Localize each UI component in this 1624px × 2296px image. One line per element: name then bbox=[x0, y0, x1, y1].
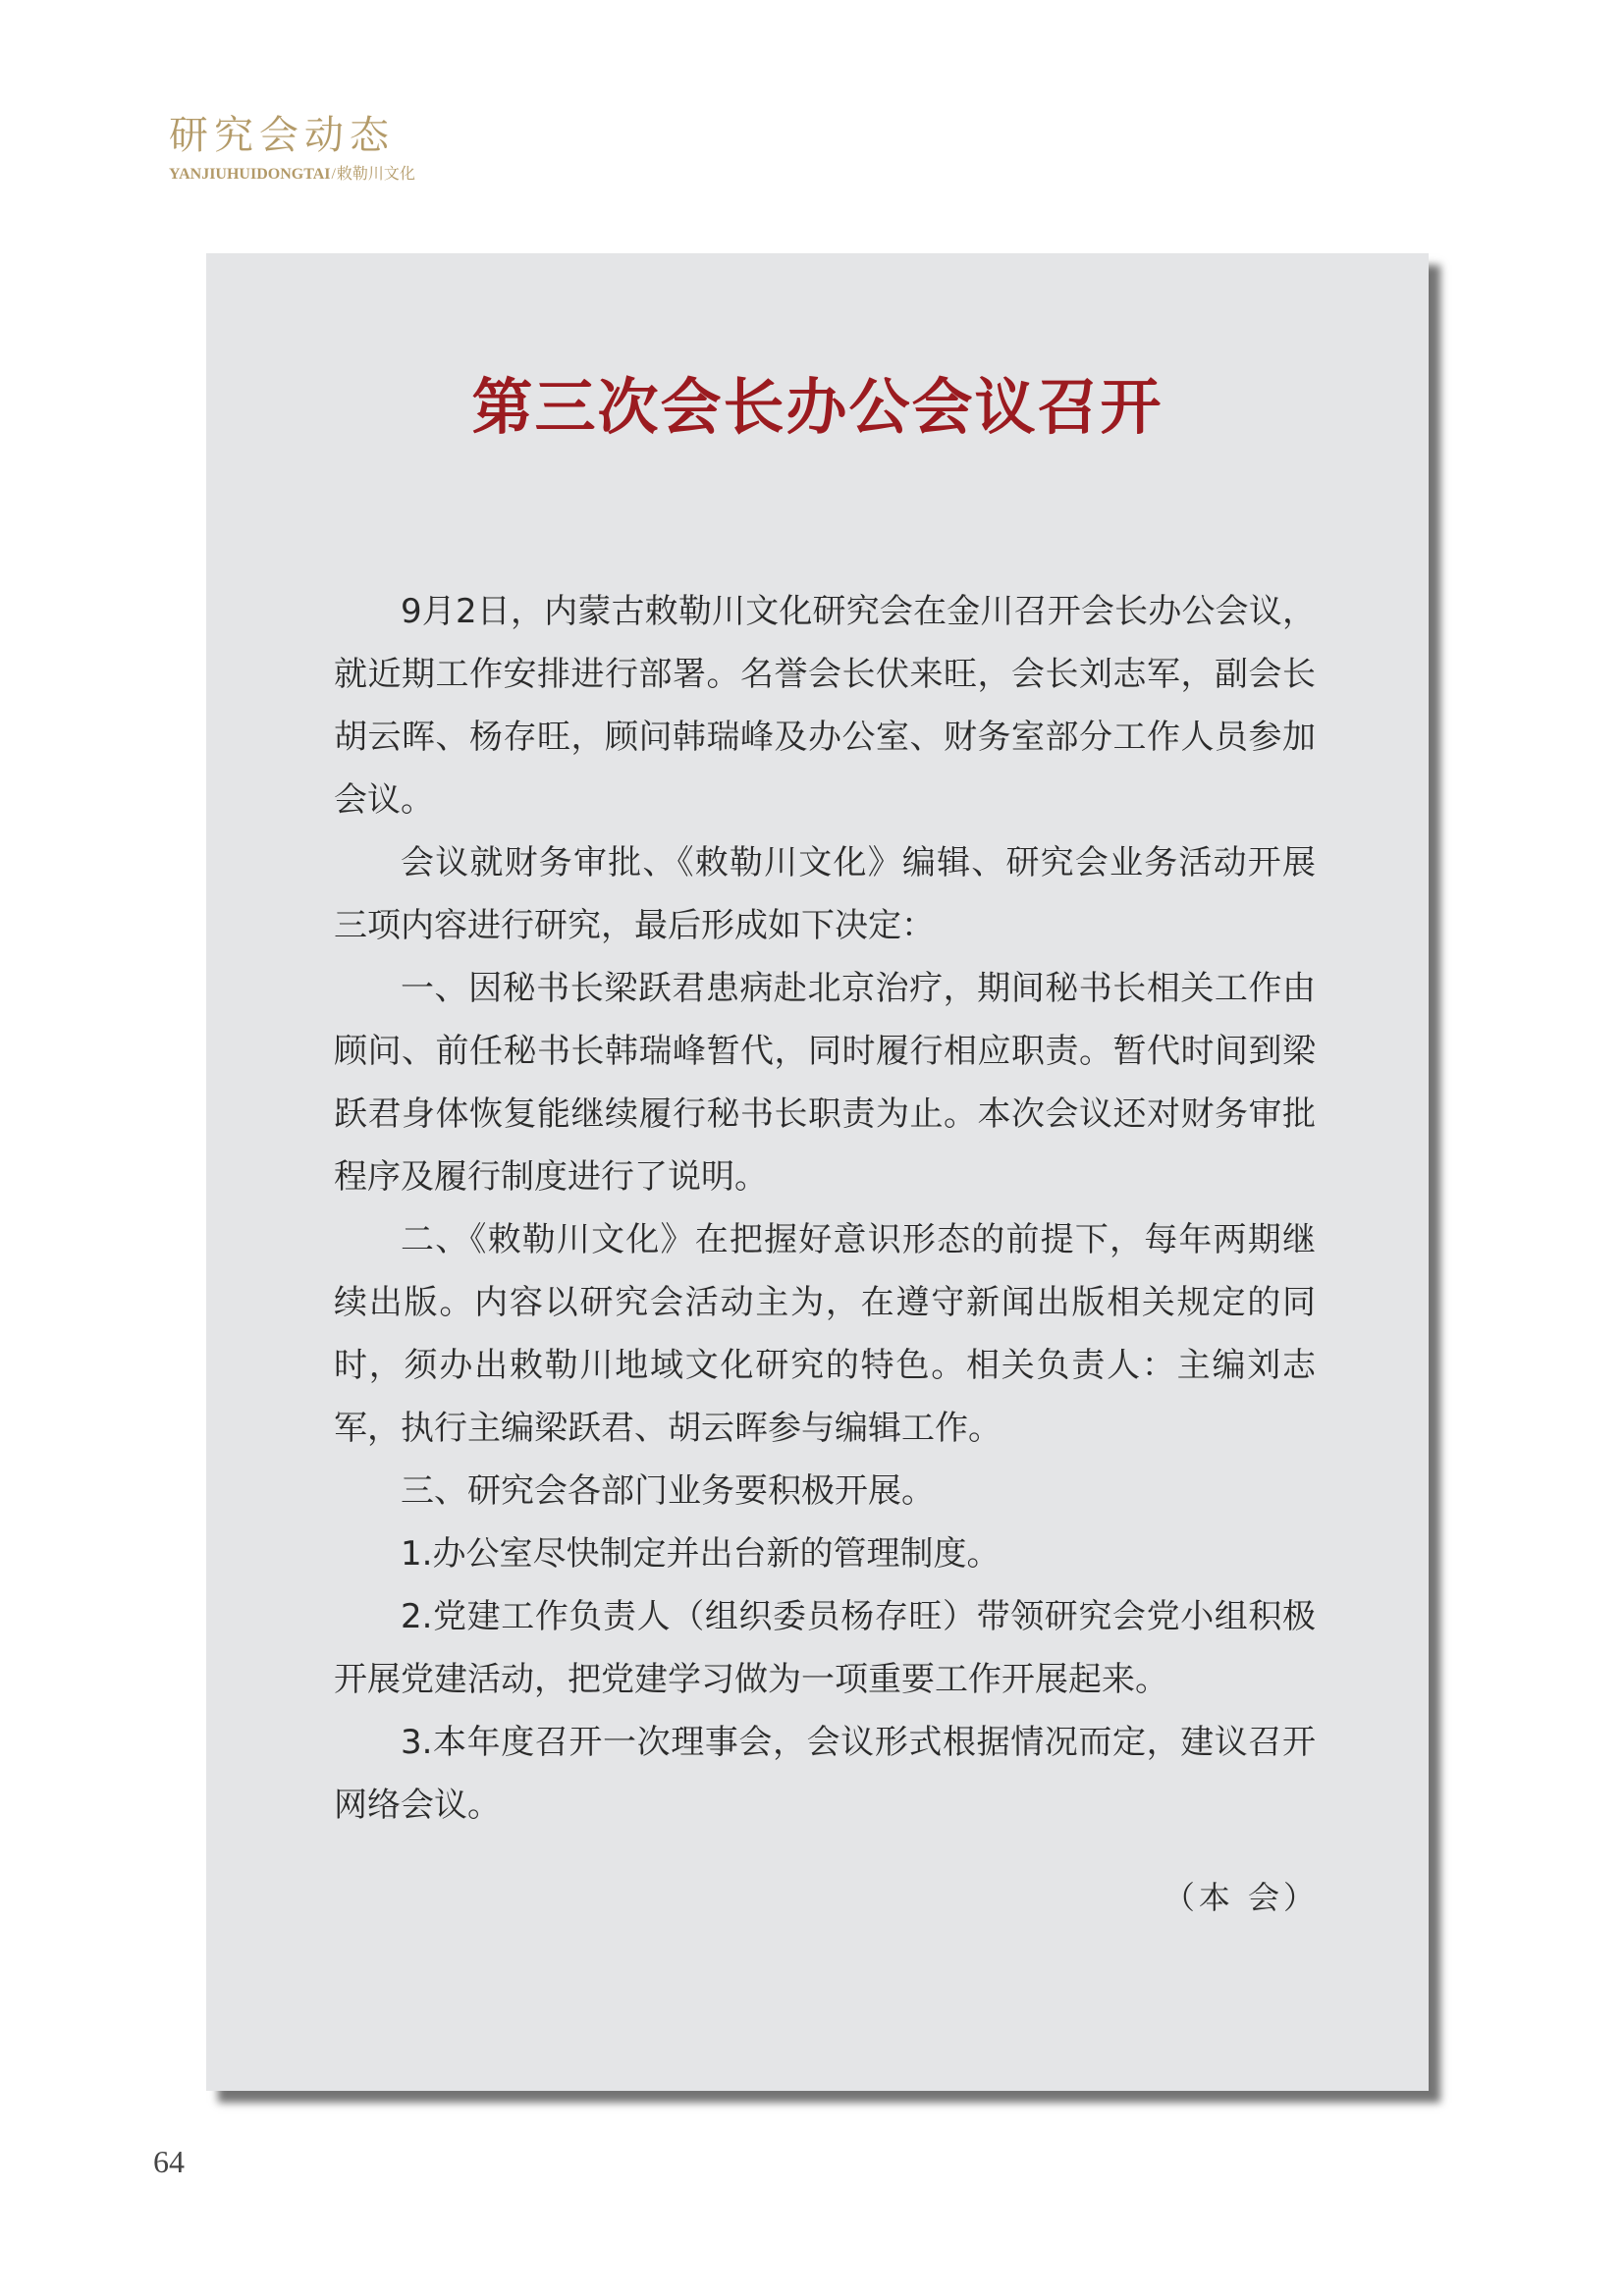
article-paragraph: 三、研究会各部门业务要积极开展。 bbox=[401, 1471, 935, 1511]
section-title: 研究会动态 bbox=[169, 113, 395, 158]
running-header bbox=[169, 113, 415, 183]
article-title: 第三次会长办公会议召开 bbox=[471, 371, 1164, 443]
article-paragraph: 1.办公室尽快制定并出台新的管理制度。 bbox=[401, 1534, 1001, 1574]
article-paragraph: 二、《敕勒川文化》在把握好意识形态的前提下，每年两期继续出版。内容以研究会活动主为，在遵守新闻出版相关规定的同时，须办出敕勒川地域文化研究的特色。相关负责人：主编刘志军，执行主编梁跃君、胡云晖参与编辑工作。 bbox=[334, 1220, 1316, 1448]
publication-name: 敕勒川文化 bbox=[336, 166, 415, 183]
article-signature: （本 会） bbox=[1163, 1879, 1319, 1916]
article-paragraph: 会议就财务审批、《敕勒川文化》编辑、研究会业务活动开展三项内容进行研究，最后形成如下决定： bbox=[334, 843, 1316, 945]
article-paragraph: 一、因秘书长梁跃君患病赴北京治疗，期间秘书长相关工作由顾问、前任秘书长韩瑞峰暂代，同时履行相应职责。暂代时间到梁跃君身体恢复能继续履行秘书长职责为止。本次会议还对财务审批程序及履行制度进行了说明。 bbox=[334, 969, 1316, 1197]
article-paragraph: 3.本年度召开一次理事会，会议形式根据情况而定，建议召开网络会议。 bbox=[334, 1723, 1316, 1825]
section-subtitle bbox=[169, 167, 415, 183]
article-body bbox=[334, 580, 1316, 1837]
article-paragraph: 2.党建工作负责人（组织委员杨存旺）带领研究会党小组积极开展党建活动，把党建学习做为一项重要工作开展起来。 bbox=[334, 1597, 1316, 1699]
article-panel bbox=[206, 253, 1429, 2091]
page-number: 64 bbox=[153, 2144, 185, 2179]
section-pinyin: YANJIUHUIDONGTAI bbox=[169, 166, 331, 183]
article-paragraph: 9月2日，内蒙古敕勒川文化研究会在金川召开会长办公会议，就近期工作安排进行部署。名誉会长伏来旺，会长刘志军，副会长胡云晖、杨存旺，顾问韩瑞峰及办公室、财务室部分工作人员参加会议。 bbox=[334, 592, 1316, 820]
header-separator: / bbox=[331, 166, 336, 183]
